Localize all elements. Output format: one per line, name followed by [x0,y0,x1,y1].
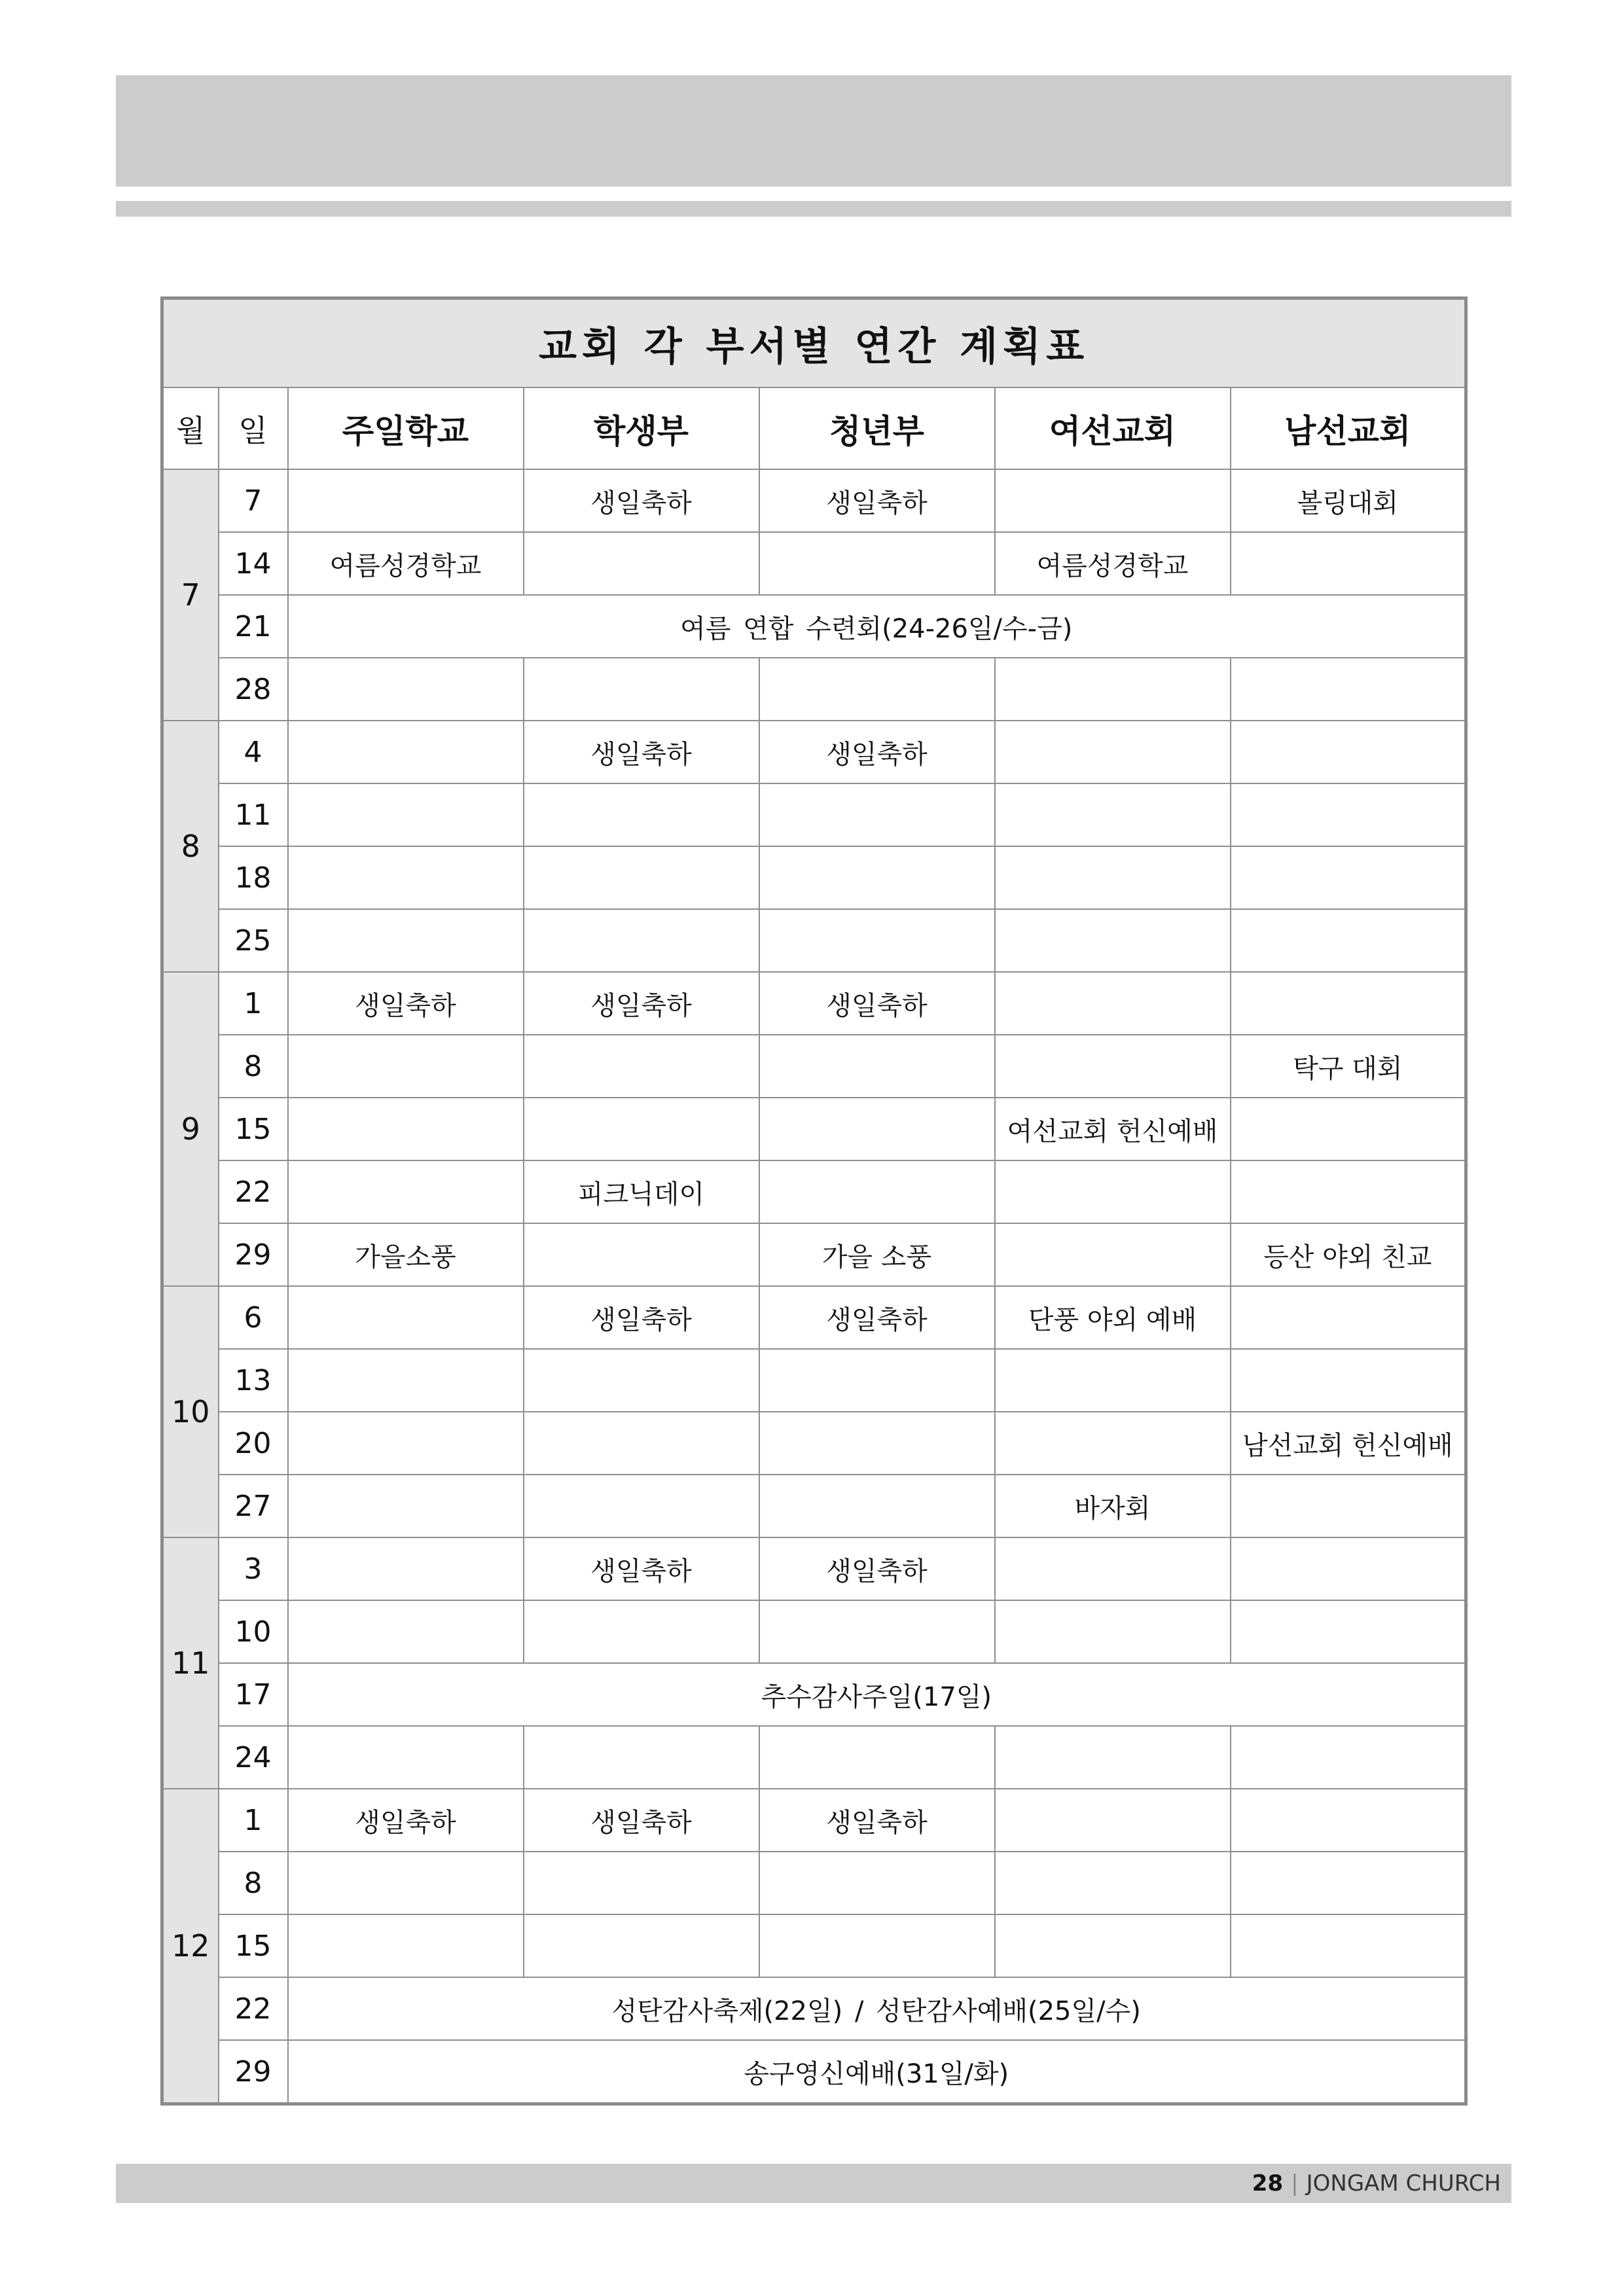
day-cell: 6 [219,1286,288,1349]
event-cell: 바자회 [995,1475,1231,1537]
table-row [162,532,1466,595]
day-cell: 28 [219,658,288,721]
event-cell [1231,1098,1466,1160]
dept-header-women: 여선교회 [995,387,1231,469]
event-cell [995,909,1231,972]
event-cell [288,1852,524,1914]
event-cell [995,1600,1231,1663]
event-cell [524,909,759,972]
event-cell [288,1098,524,1160]
event-cell: 생일축하 [524,1537,759,1600]
table-row [162,1475,1466,1537]
event-cell [995,1789,1231,1852]
month-cell: 10 [162,1286,219,1537]
table-row [162,1412,1466,1475]
event-cell: 가을 소풍 [759,1223,995,1286]
table-row [162,1223,1466,1286]
table-row [162,1286,1466,1349]
day-cell: 8 [219,1035,288,1098]
table-row [162,1098,1466,1160]
table-row [162,909,1466,972]
table-row [162,1726,1466,1789]
event-cell [759,658,995,721]
event-cell: 생일축하 [524,1286,759,1349]
event-cell: 탁구 대회 [1231,1035,1466,1098]
event-cell [288,846,524,909]
table-row [162,469,1466,532]
event-cell [524,783,759,846]
event-cell [524,532,759,595]
day-cell: 18 [219,846,288,909]
table-row [162,846,1466,909]
event-cell [759,1035,995,1098]
event-cell: 피크닉데이 [524,1160,759,1223]
event-cell [759,1600,995,1663]
month-cell: 8 [162,721,219,972]
event-cell [288,1537,524,1600]
table-title: 교회 각 부서별 연간 계획표 [162,298,1466,388]
event-cell [524,1412,759,1475]
month-cell: 7 [162,469,219,721]
dept-header-sunday-school: 주일학교 [288,387,524,469]
table-row [162,1349,1466,1412]
table-row [162,1977,1466,2040]
table-row [162,1789,1466,1852]
event-cell [759,1726,995,1789]
column-header-row [162,387,1466,469]
event-cell [1231,1726,1466,1789]
event-cell [759,783,995,846]
footer-separator: | [1291,2170,1299,2197]
event-cell [995,1852,1231,1914]
table-row [162,1537,1466,1600]
day-cell: 1 [219,972,288,1035]
event-cell [995,1160,1231,1223]
footer-band [116,2164,1511,2203]
table-row [162,721,1466,783]
event-cell [995,783,1231,846]
event-cell [1231,1349,1466,1412]
event-cell [288,1475,524,1537]
event-cell [759,532,995,595]
event-cell: 생일축하 [759,1286,995,1349]
day-cell: 21 [219,595,288,658]
event-cell: 생일축하 [759,469,995,532]
event-cell [759,1852,995,1914]
day-cell: 22 [219,1160,288,1223]
table-row [162,1852,1466,1914]
event-cell: 생일축하 [524,1789,759,1852]
event-cell [995,658,1231,721]
event-cell: 여름성경학교 [995,532,1231,595]
event-cell [995,846,1231,909]
table-row [162,1160,1466,1223]
event-span-cell: 성탄감사축제(22일) / 성탄감사예배(25일/수) [288,1977,1466,2040]
table-row [162,1663,1466,1726]
event-cell: 볼링대회 [1231,469,1466,532]
event-cell [759,1412,995,1475]
event-cell [759,909,995,972]
day-cell: 27 [219,1475,288,1537]
day-cell: 22 [219,1977,288,2040]
month-cell: 9 [162,972,219,1286]
event-cell: 생일축하 [759,972,995,1035]
event-cell [995,1726,1231,1789]
event-cell [759,1349,995,1412]
event-cell [1231,1160,1466,1223]
event-cell [524,1223,759,1286]
table-row [162,972,1466,1035]
event-cell: 남선교회 헌신예배 [1231,1412,1466,1475]
event-span-cell: 여름 연합 수련회(24-26일/수-금) [288,595,1466,658]
event-cell: 생일축하 [288,972,524,1035]
event-span-cell: 송구영신예배(31일/화) [288,2040,1466,2104]
event-cell [524,846,759,909]
day-cell: 25 [219,909,288,972]
dept-header-students: 학생부 [524,387,759,469]
dept-header-men: 남선교회 [1231,387,1466,469]
day-cell: 29 [219,2040,288,2104]
event-cell: 여선교회 헌신예배 [995,1098,1231,1160]
event-cell: 생일축하 [288,1789,524,1852]
event-cell: 생일축하 [524,721,759,783]
event-cell [288,469,524,532]
event-cell [524,1852,759,1914]
day-cell: 1 [219,1789,288,1852]
event-cell [288,1412,524,1475]
day-cell: 11 [219,783,288,846]
event-cell: 생일축하 [759,1789,995,1852]
annual-plan-table [160,296,1468,2106]
event-cell [759,846,995,909]
day-cell: 8 [219,1852,288,1914]
day-cell: 24 [219,1726,288,1789]
month-header: 월 [162,387,219,469]
event-cell [995,1537,1231,1600]
footer-text [1252,2164,1501,2203]
event-cell [288,1286,524,1349]
event-cell [288,1035,524,1098]
event-cell [524,1475,759,1537]
event-cell [288,783,524,846]
event-cell [995,1035,1231,1098]
event-cell [995,721,1231,783]
event-cell [1231,1789,1466,1852]
schedule-body [162,469,1466,2104]
event-cell [288,1726,524,1789]
event-span-cell: 추수감사주일(17일) [288,1663,1466,1726]
event-cell [1231,1475,1466,1537]
event-cell [759,1914,995,1977]
day-cell: 3 [219,1537,288,1600]
event-cell [995,1349,1231,1412]
event-cell: 생일축하 [759,721,995,783]
event-cell [288,909,524,972]
month-cell: 12 [162,1789,219,2104]
event-cell [1231,783,1466,846]
table-row [162,2040,1466,2104]
event-cell [995,1223,1231,1286]
event-cell: 가을소풍 [288,1223,524,1286]
event-cell [995,1412,1231,1475]
day-cell: 17 [219,1663,288,1726]
event-cell [1231,972,1466,1035]
event-cell [1231,721,1466,783]
day-cell: 14 [219,532,288,595]
church-name: JONGAM CHURCH [1306,2170,1501,2197]
event-cell [1231,1852,1466,1914]
event-cell [1231,1914,1466,1977]
table-row [162,658,1466,721]
header-rule [116,201,1511,217]
page-number: 28 [1252,2170,1284,2197]
day-cell: 15 [219,1098,288,1160]
event-cell [288,1914,524,1977]
day-cell: 4 [219,721,288,783]
event-cell [995,972,1231,1035]
event-cell [288,658,524,721]
day-cell: 7 [219,469,288,532]
event-cell: 등산 야외 친교 [1231,1223,1466,1286]
event-cell [1231,846,1466,909]
event-cell [759,1475,995,1537]
month-cell: 11 [162,1537,219,1789]
event-cell [288,1349,524,1412]
day-cell: 13 [219,1349,288,1412]
event-cell [288,1600,524,1663]
event-cell [288,721,524,783]
day-cell: 29 [219,1223,288,1286]
dept-header-youth: 청년부 [759,387,995,469]
event-cell [1231,1286,1466,1349]
event-cell [524,1349,759,1412]
event-cell [1231,658,1466,721]
event-cell [524,658,759,721]
table-row [162,1600,1466,1663]
day-cell: 15 [219,1914,288,1977]
event-cell [1231,532,1466,595]
event-cell [759,1098,995,1160]
event-cell [995,1914,1231,1977]
header-band [116,75,1511,187]
event-cell: 단풍 야외 예배 [995,1286,1231,1349]
table-row [162,1914,1466,1977]
event-cell [995,469,1231,532]
day-cell: 10 [219,1600,288,1663]
event-cell [524,1098,759,1160]
event-cell: 생일축하 [524,469,759,532]
event-cell [1231,1600,1466,1663]
event-cell [524,1726,759,1789]
event-cell [524,1035,759,1098]
table-row [162,783,1466,846]
event-cell: 생일축하 [524,972,759,1035]
event-cell [524,1600,759,1663]
event-cell [759,1160,995,1223]
event-cell [524,1914,759,1977]
day-header: 일 [219,387,288,469]
table-row [162,595,1466,658]
event-cell: 여름성경학교 [288,532,524,595]
event-cell [1231,1537,1466,1600]
event-cell [288,1160,524,1223]
event-cell [1231,909,1466,972]
day-cell: 20 [219,1412,288,1475]
event-cell: 생일축하 [759,1537,995,1600]
table-row [162,1035,1466,1098]
